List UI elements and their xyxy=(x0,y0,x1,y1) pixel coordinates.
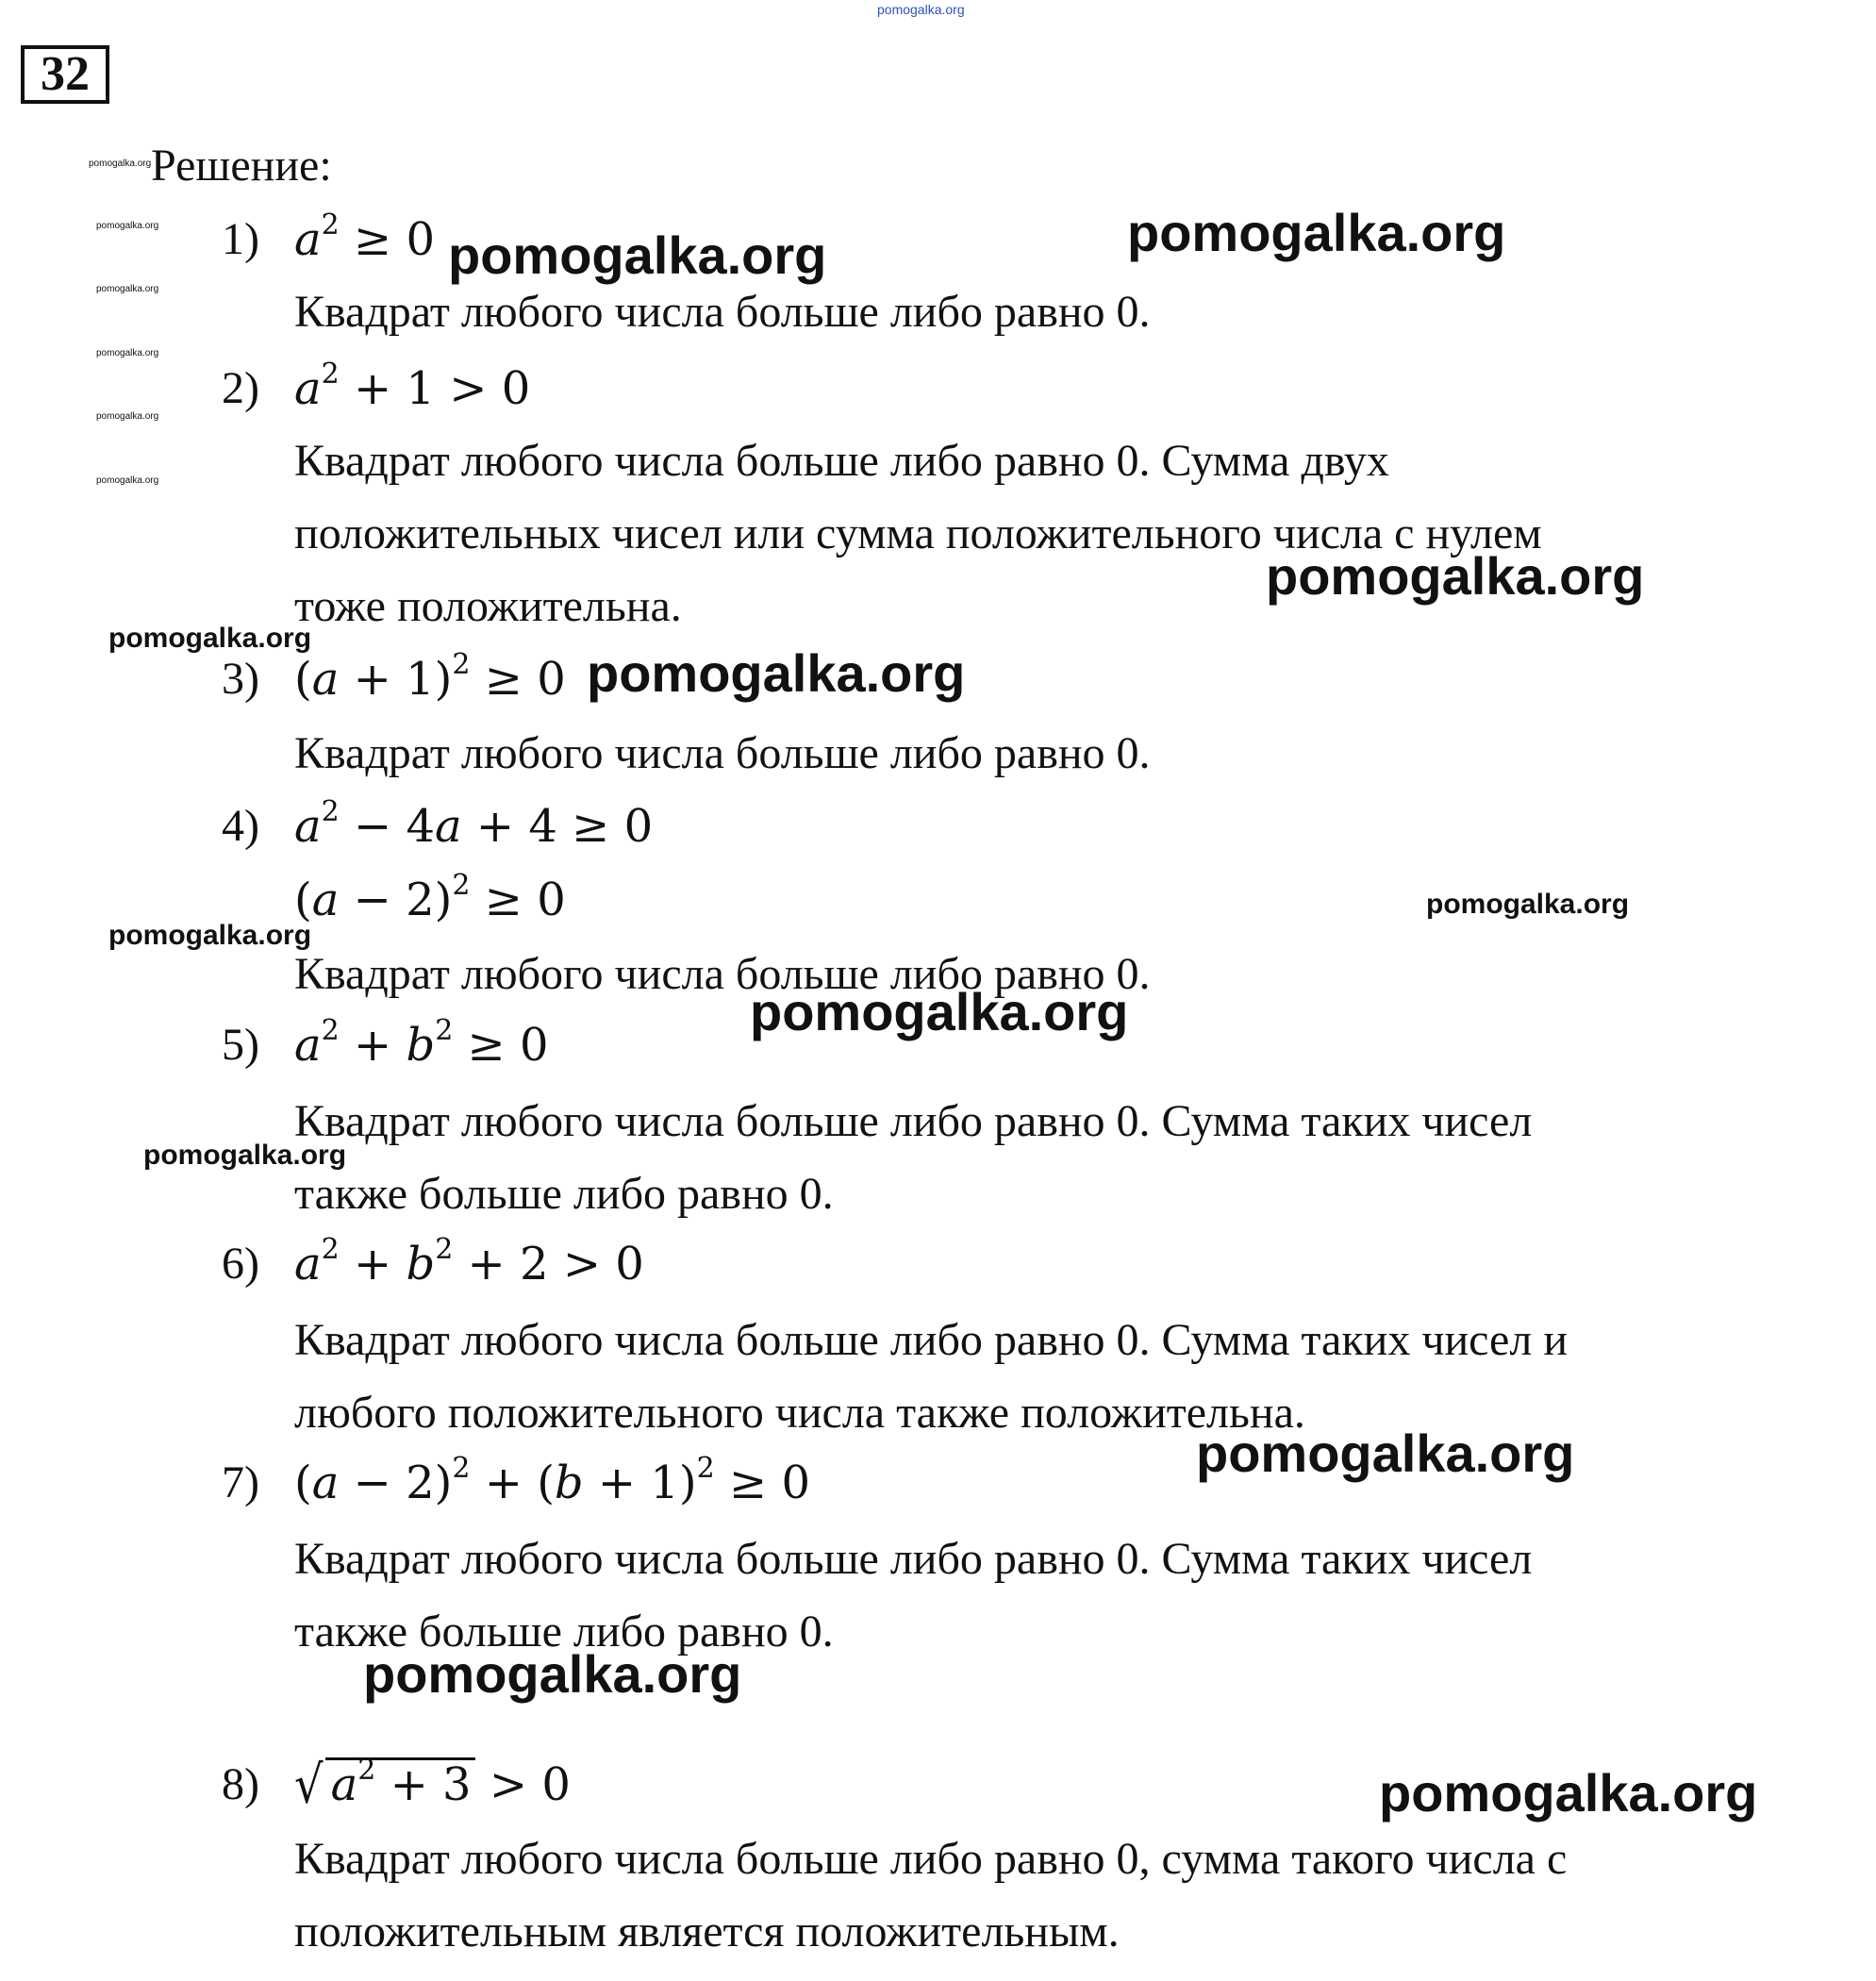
explanation-line: Квадрат любого числа больше либо равно 0. xyxy=(294,287,1151,337)
watermark: pomogalka.org xyxy=(1127,203,1506,262)
explanation-line: положительным является положительным. xyxy=(294,1906,1120,1956)
watermark: pomogalka.org xyxy=(587,643,966,703)
explanation-line: Квадрат любого числа больше либо равно 0. xyxy=(294,728,1151,778)
item-number: 6) xyxy=(222,1239,259,1289)
explanation-line: Квадрат любого числа больше либо равно 0. Сумма таких чисел и xyxy=(294,1315,1568,1365)
explanation-line: Квадрат любого числа больше либо равно 0. Сумма таких чисел xyxy=(294,1534,1533,1584)
solution-label: Решение: xyxy=(151,141,332,191)
watermark: pomogalka.org xyxy=(96,348,159,358)
explanation-line: также больше либо равно 0. xyxy=(294,1169,834,1219)
item-explanation xyxy=(294,717,1841,790)
item-explanation xyxy=(294,1304,1841,1449)
watermark: pomogalka.org xyxy=(750,982,1129,1041)
explanation-line: Квадрат любого числа больше либо равно 0. xyxy=(294,949,1151,999)
explanation-line: также больше либо равно 0. xyxy=(294,1606,834,1656)
watermark: pomogalka.org xyxy=(448,225,827,285)
problem-number: 32 xyxy=(21,45,109,104)
explanation-line: Квадрат любого числа больше либо равно 0. Сумма таких чисел xyxy=(294,1096,1533,1146)
item-number: 1) xyxy=(222,214,259,264)
watermark: pomogalka.org xyxy=(1266,546,1645,606)
explanation-line: тоже положительна. xyxy=(294,581,682,631)
item-formula: √ $a^2 + 3 > 0$ xyxy=(294,1754,571,1816)
item-formula: $a^2 + b^2 + 2 > 0$ xyxy=(294,1233,644,1290)
item-explanation xyxy=(294,275,1841,348)
item-number: 4) xyxy=(222,801,259,851)
watermark: pomogalka.org xyxy=(96,284,159,294)
item-formula: $a^2 \ge 0$ xyxy=(294,208,435,266)
item-formula: $a^2 - 4a + 4 \ge 0$ xyxy=(294,795,654,853)
watermark: pomogalka.org xyxy=(1196,1423,1575,1483)
item-formula: $a^2 + b^2 \ge 0$ xyxy=(294,1014,549,1072)
explanation-line: любого положительного числа также положительна. xyxy=(294,1388,1305,1438)
watermark: pomogalka.org xyxy=(108,920,312,951)
item-explanation xyxy=(294,424,1841,642)
explanation-line: Квадрат любого числа больше либо равно 0. Сумма двух xyxy=(294,436,1389,486)
watermark: pomogalka.org xyxy=(108,623,312,654)
watermark: pomogalka.org xyxy=(877,2,965,17)
watermark: pomogalka.org xyxy=(1379,1763,1758,1823)
watermark: pomogalka.org xyxy=(89,158,152,169)
watermark: pomogalka.org xyxy=(96,221,159,231)
explanation-line: Квадрат любого числа больше либо равно 0, сумма такого числа с xyxy=(294,1834,1568,1884)
watermark: pomogalka.org xyxy=(143,1140,347,1171)
item-formula: $(a - 2)^2 + (b + 1)^2 \ge 0$ xyxy=(294,1452,811,1509)
watermark: pomogalka.org xyxy=(363,1644,742,1704)
item-formula: $a^2 + 1 > 0$ xyxy=(294,358,531,415)
item-number: 3) xyxy=(222,654,259,704)
item-number: 8) xyxy=(222,1759,259,1809)
watermark: pomogalka.org xyxy=(96,411,159,422)
explanation-line: положительных чисел или сумма положительного числа с нулем xyxy=(294,508,1542,558)
item-explanation xyxy=(294,1085,1841,1230)
item-number: 7) xyxy=(222,1457,259,1507)
item-number: 5) xyxy=(222,1020,259,1070)
watermark: pomogalka.org xyxy=(96,475,159,486)
watermark: pomogalka.org xyxy=(1426,889,1630,920)
item-formula: $(a - 2)^2 \ge 0$ xyxy=(294,869,566,926)
item-formula: $(a + 1)^2 \ge 0$ xyxy=(294,648,566,706)
item-explanation xyxy=(294,1823,1841,1968)
item-number: 2) xyxy=(222,363,259,413)
